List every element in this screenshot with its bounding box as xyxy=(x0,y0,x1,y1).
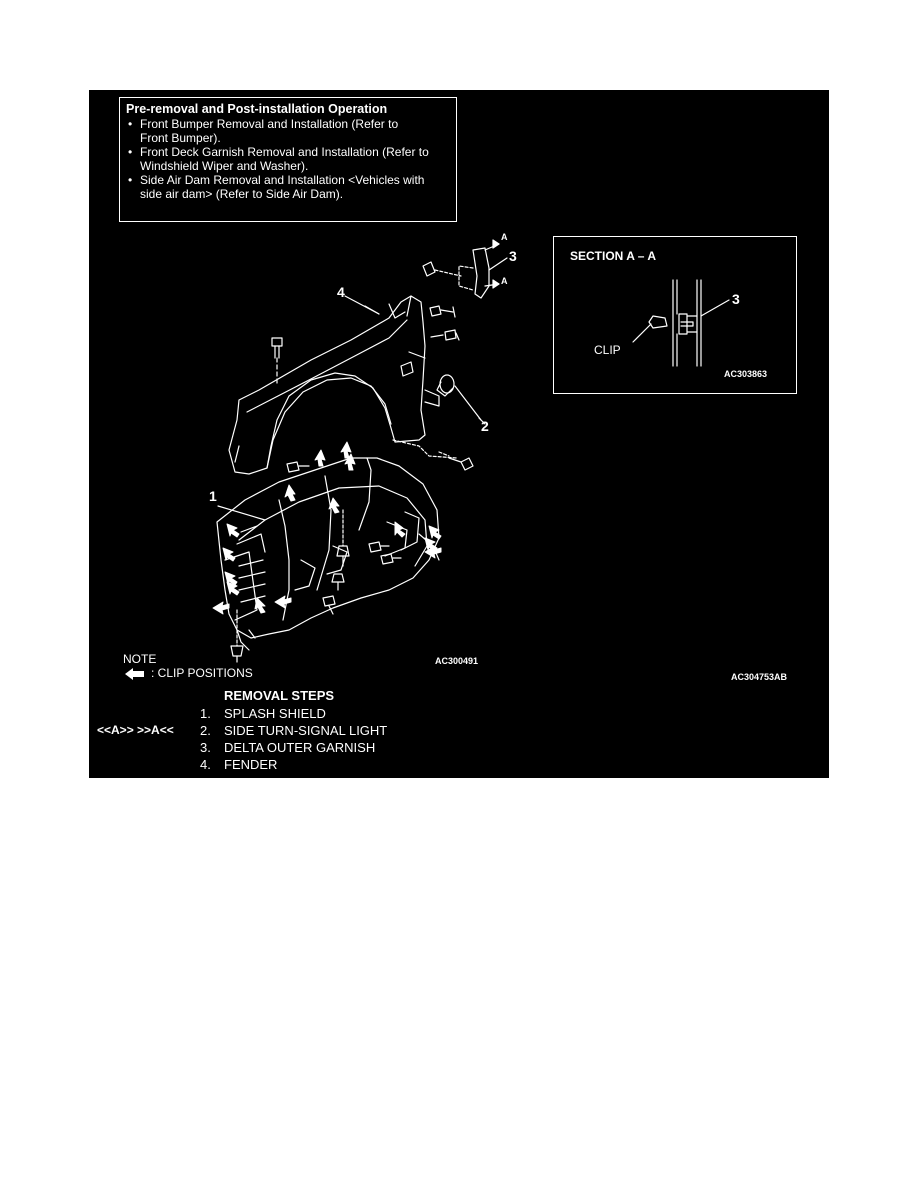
precaution-item xyxy=(126,145,450,173)
fender-bolt-bottom xyxy=(439,452,473,470)
leader-1 xyxy=(218,506,265,520)
delta-outer-garnish-shape xyxy=(365,240,507,314)
precaution-item xyxy=(126,173,450,201)
side-turn-signal-light-shape xyxy=(437,375,481,420)
section-callout-3: 3 xyxy=(732,291,740,307)
fender-bolt-mid xyxy=(431,330,459,340)
removal-step-text: FENDER xyxy=(224,757,278,772)
splash-clip-2 xyxy=(332,574,344,590)
section-title: SECTION A – A xyxy=(570,249,657,263)
section-clip-label: CLIP xyxy=(594,343,621,357)
overall-code: AC304753AB xyxy=(731,672,788,682)
leader-4 xyxy=(345,296,379,314)
section-a-a-box xyxy=(553,236,797,394)
callout-1: 1 xyxy=(209,488,217,504)
section-mark-bottom: A xyxy=(501,276,508,286)
clip-arrow-icon xyxy=(125,668,145,680)
callout-2: 2 xyxy=(481,418,489,434)
fender-bolt-left xyxy=(272,338,282,386)
note-text: : CLIP POSITIONS xyxy=(151,666,253,680)
removal-title: REMOVAL STEPS xyxy=(224,688,335,703)
precaution-item-line: Front Bumper). xyxy=(140,131,221,145)
precaution-item-line: side air dam> (Refer to Side Air Dam). xyxy=(140,187,344,201)
callout-3: 3 xyxy=(509,248,517,264)
section-code: AC303863 xyxy=(724,369,768,379)
precaution-list xyxy=(126,117,450,201)
removal-step-num: 2. xyxy=(200,723,211,738)
splash-bolt-2 xyxy=(381,554,401,564)
note-title: NOTE xyxy=(123,652,157,666)
removal-step-num: 3. xyxy=(200,740,211,755)
precaution-item-line: Front Bumper Removal and Installation (Refer to xyxy=(140,117,399,131)
splash-clip-1 xyxy=(337,510,349,566)
section-mark-top: A xyxy=(501,232,508,242)
removal-step-text: SPLASH SHIELD xyxy=(224,706,326,721)
splash-shield-illustration xyxy=(217,458,439,650)
callout-4: 4 xyxy=(337,284,345,300)
precaution-title: Pre-removal and Post-installation Operation xyxy=(126,102,388,116)
precaution-item-line: Side Air Dam Removal and Installation <Vehicles with xyxy=(140,173,425,187)
removal-step-text: SIDE TURN-SIGNAL LIGHT xyxy=(224,723,388,738)
splash-bolt-1 xyxy=(369,542,389,552)
precaution-item-line: Windshield Wiper and Washer). xyxy=(140,159,309,173)
main-diagram-code: AC300491 xyxy=(435,656,479,666)
precaution-item-line: Front Deck Garnish Removal and Installation (Refer to xyxy=(140,145,429,159)
service-marks: <<A>> >>A<< xyxy=(97,723,174,737)
removal-step-text: DELTA OUTER GARNISH xyxy=(224,740,376,755)
fender-illustration xyxy=(229,296,439,474)
fender-bolt-arch xyxy=(287,462,309,472)
fender-bolt-top xyxy=(430,306,455,317)
removal-step-num: 1. xyxy=(200,706,211,721)
precaution-item xyxy=(126,117,450,145)
precaution-box xyxy=(119,97,457,222)
removal-step-num: 4. xyxy=(200,757,211,772)
diagram-panel xyxy=(89,90,829,778)
